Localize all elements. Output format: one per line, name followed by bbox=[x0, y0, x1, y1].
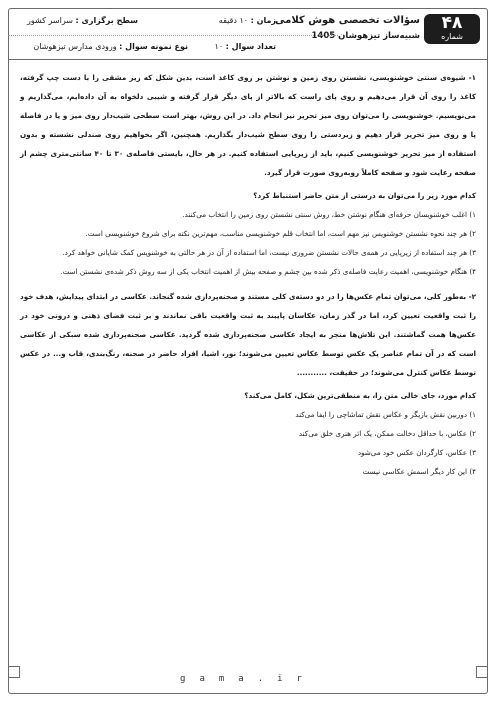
level-field bbox=[27, 16, 138, 25]
exam-type-value: ورودی مدارس تیزهوشان bbox=[33, 42, 117, 51]
issue-word: شماره bbox=[441, 32, 463, 41]
question-1-option-4: ۴) هنگام خوشنویسی، اهمیت رعایت فاصله‌ی ذکر شده بین چشم و صفحه بیش از اهمیت انتخاب یکی از سه روش ذکر شده‌ی نشستن است. bbox=[60, 267, 476, 276]
issue-badge bbox=[424, 14, 480, 44]
question-1: کدام مورد زیر را می‌توان به درستی از متن حاضر استنباط کرد؟ bbox=[253, 191, 476, 200]
question-2-option-2: ۲) عکاس، با حداقل دخالت ممکن، یک اثر هنری خلق می‌کند bbox=[298, 429, 476, 438]
level-value: سراسر کشور bbox=[27, 16, 73, 25]
question-1-option-3: ۳) هر چند استفاده از زیرپایی در همه‌ی حالات نشستن ضروری نیست، اما استفاده از آن در هر حالتی به خوشنویس کمک شایانی خواهد کرد. bbox=[62, 248, 476, 257]
question-2-option-3: ۳) عکاس، کارگردان عکس خود می‌شود bbox=[357, 448, 476, 457]
footer-corner-right bbox=[476, 666, 488, 678]
brand-logo bbox=[275, 13, 480, 52]
time-label: زمان : bbox=[250, 16, 276, 25]
header-divider bbox=[8, 35, 338, 36]
question-count-label: تعداد سوال : bbox=[225, 42, 276, 51]
question-2: کدام مورد، جای خالی متن را، به منطقی‌ترین شکل، کامل می‌کند؟ bbox=[244, 391, 476, 400]
exam-header bbox=[8, 8, 488, 60]
question-count-value: ۱۰ bbox=[214, 42, 224, 51]
level-label: سطح برگزاری : bbox=[75, 16, 138, 25]
question-2-option-4: ۴) این کار دیگر اسمش عکاسی نیست bbox=[362, 467, 476, 476]
time-field bbox=[219, 16, 276, 25]
issue-number: ۴۸ bbox=[441, 13, 463, 33]
question-count-field bbox=[215, 42, 276, 51]
passage-2: ۲- به‌طور کلی، می‌توان تمام عکس‌ها را در دو دسته‌ی کلی مستند و صحنه‌پردازی شده گنجاند. عکاسی در ابتدای پیدایش، هدف خود را ثبت واقعیت تعیین کرد، اما در گذر زمان، عکاسان پایبند به ثبت واقعیت باقی نماندند و بر ثبت فضای ذهنی و درونی خود در عکس‌ها همت گماشتند. این تلاش‌ها منجر به ایجاد عکاسی صحنه‌پردازی شده گردید. عکاسی صحنه‌پردازی شده سبکی از عکاسی است که در آن تمام عناصر یک عکس توسط عکاس تعیین می‌شوند؛ نور، اشیا، افراد حاضر در صحنه، رنگ‌بندی، قاب و... در عکس توسط عکاس کنترل می‌شوند؛ در حقیقت، ........... bbox=[20, 292, 476, 377]
passage-1: ۱- شیوه‌ی سنتی خوشنویسی، نشستن روی زمین و نوشتن بر روی کاغذ است، بدین شکل که زیر مشقی را با دست چپ گرفته، کاغذ را روی آن قرار می‌دهیم و روی پای راست که بالاتر از پای دیگر قرار گرفته و شیبی دلخواه به آن داده‌ایم، می‌گذاریم و می‌نویسیم. خوشنویسی را می‌توان روی میز تحریر نیز انجام داد. در این روش، بهتر است سطحی شیب‌دار روی میز و یا در فاصله پا و روی میز تحریر قرار دهیم و زیردستی را روی سطح شیب‌دار بگذاریم. همچنین، اگر بخواهیم روی صندلی نشسته و بدون استفاده از میز تحریر خوشنویسی کنیم، باید از زیرپایی استفاده کنیم. در هر حال، بایستی فاصله‌ی ۳۰ تا ۴۰ سانتی‌متری چشم از صفحه رعایت شود و صفحه کاملاً روبه‌روی صورت قرار گیرد. bbox=[20, 73, 477, 177]
time-value: ۱۰ دقیقه bbox=[218, 16, 249, 25]
exam-type-field bbox=[33, 42, 188, 51]
question-2-option-1: ۱) دوربین نقش بازیگر و عکاس نقش تماشاچی را ایفا می‌کند bbox=[295, 410, 476, 419]
exam-content bbox=[20, 68, 476, 481]
question-1-option-1: ۱) اغلب خوشنویسان حرفه‌ای هنگام نوشتن خط، روش سنتی نشستن روی زمین را انتخاب می‌کنند. bbox=[182, 210, 476, 219]
logo-title: سؤالات تخصصی هوش کلامی bbox=[275, 15, 420, 26]
question-1-option-2: ۲) هر چند نحوه نشستن خوشنویس نیز مهم است، اما انتخاب قلم خوشنویسی مناسب، مهم‌ترین نکته برای شروع خوشنویسی است. bbox=[85, 229, 476, 238]
footer-website: gama.ir bbox=[180, 674, 316, 684]
logo-subtitle: شبیه‌ساز تیزهوشان 1405 bbox=[311, 31, 420, 41]
exam-type-label: نوع نمونه سوال : bbox=[119, 42, 188, 51]
footer-corner-left bbox=[8, 666, 20, 678]
